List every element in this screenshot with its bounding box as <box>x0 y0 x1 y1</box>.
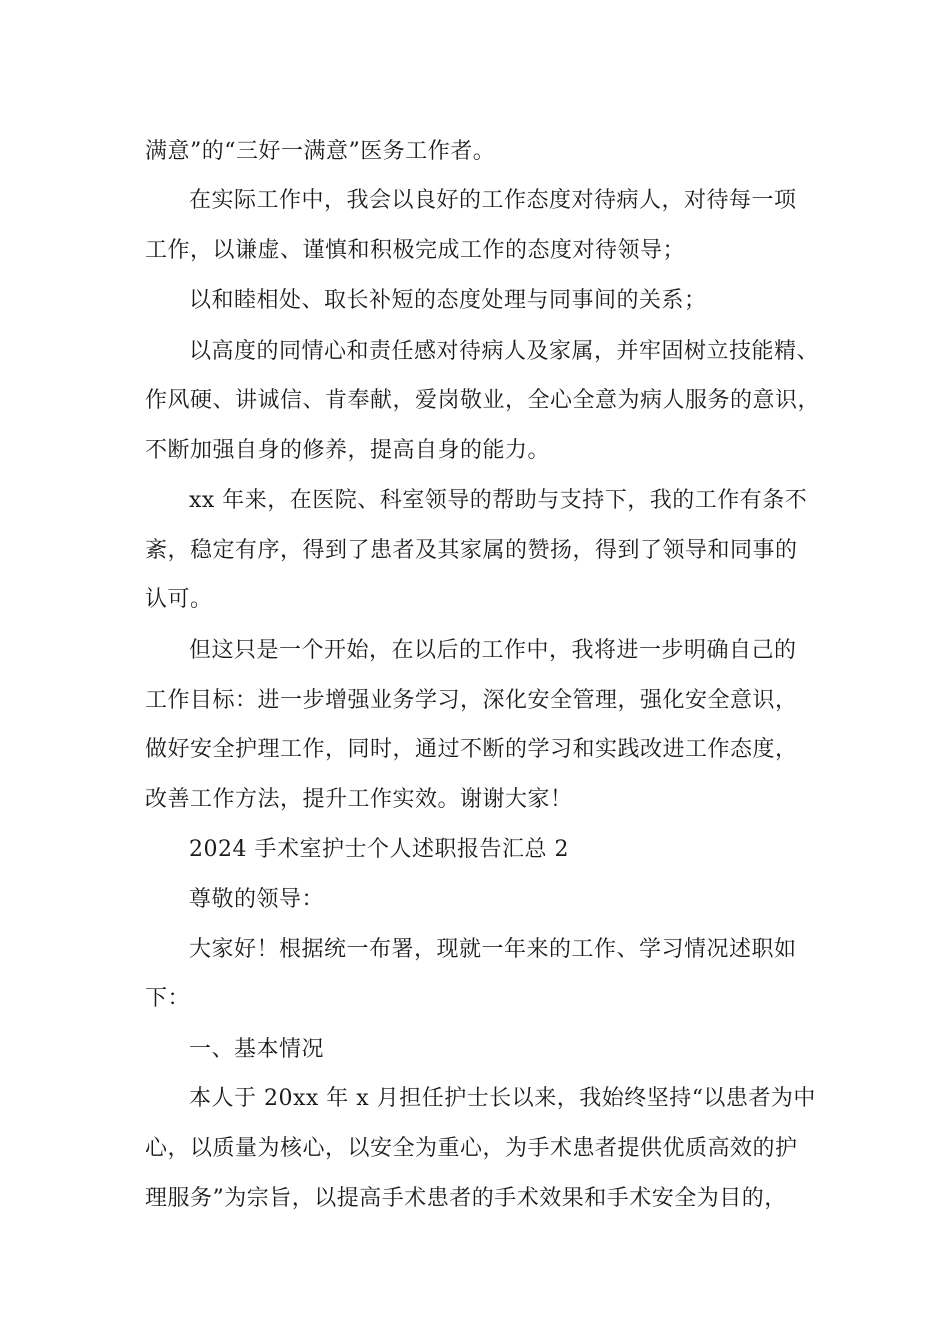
text-line: 满意”的“三好一满意”医务工作者。 <box>145 139 496 164</box>
paragraph-start-line: 本人于 20xx 年 x 月担任护士长以来，我始终坚持“以患者为中 <box>189 1086 816 1111</box>
text-line: 作风硬、讲诚信、肯奉献，爱岗敬业，全心全意为病人服务的意识， <box>145 388 821 413</box>
text-line: 认可。 <box>145 587 213 612</box>
section-title: 2024 手术室护士个人述职报告汇总 2 <box>189 837 569 862</box>
paragraph-start-line: 以和睦相处、取长补短的态度处理与同事间的关系； <box>189 288 707 313</box>
paragraph-start-line: xx 年来，在医院、科室领导的帮助与支持下，我的工作有条不 <box>189 488 808 513</box>
text-line: 紊，稳定有序，得到了患者及其家属的赞扬，得到了领导和同事的 <box>145 538 798 563</box>
text-line: 心，以质量为核心，以安全为重心，为手术患者提供优质高效的护 <box>145 1136 798 1161</box>
text-line: 做好安全护理工作，同时，通过不断的学习和实践改进工作态度， <box>145 737 798 762</box>
text-line: 工作，以谦虚、谨慎和积极完成工作的态度对待领导； <box>145 238 686 263</box>
subsection-heading: 一、基本情况 <box>189 1037 325 1062</box>
paragraph-start-line: 在实际工作中，我会以良好的工作态度对待病人，对待每一项 <box>189 188 797 213</box>
paragraph-start-line: 但这只是一个开始，在以后的工作中，我将进一步明确自己的 <box>189 638 797 663</box>
text-line: 不断加强自身的修养，提高自身的能力。 <box>145 438 551 463</box>
text-line: 改善工作方法，提升工作实效。谢谢大家！ <box>145 787 573 812</box>
text-line: 理服务”为宗旨，以提高手术患者的手术效果和手术安全为目的， <box>145 1186 787 1211</box>
text-line: 工作目标：进一步增强业务学习，深化安全管理，强化安全意识， <box>145 688 798 713</box>
text-line: 下： <box>145 986 191 1011</box>
paragraph-start-line: 大家好！根据统一布署，现就一年来的工作、学习情况述职如 <box>189 937 797 962</box>
paragraph-start-line: 以高度的同情心和责任感对待病人及家属，并牢固树立技能精、 <box>189 339 820 364</box>
salutation: 尊敬的领导： <box>189 887 325 912</box>
